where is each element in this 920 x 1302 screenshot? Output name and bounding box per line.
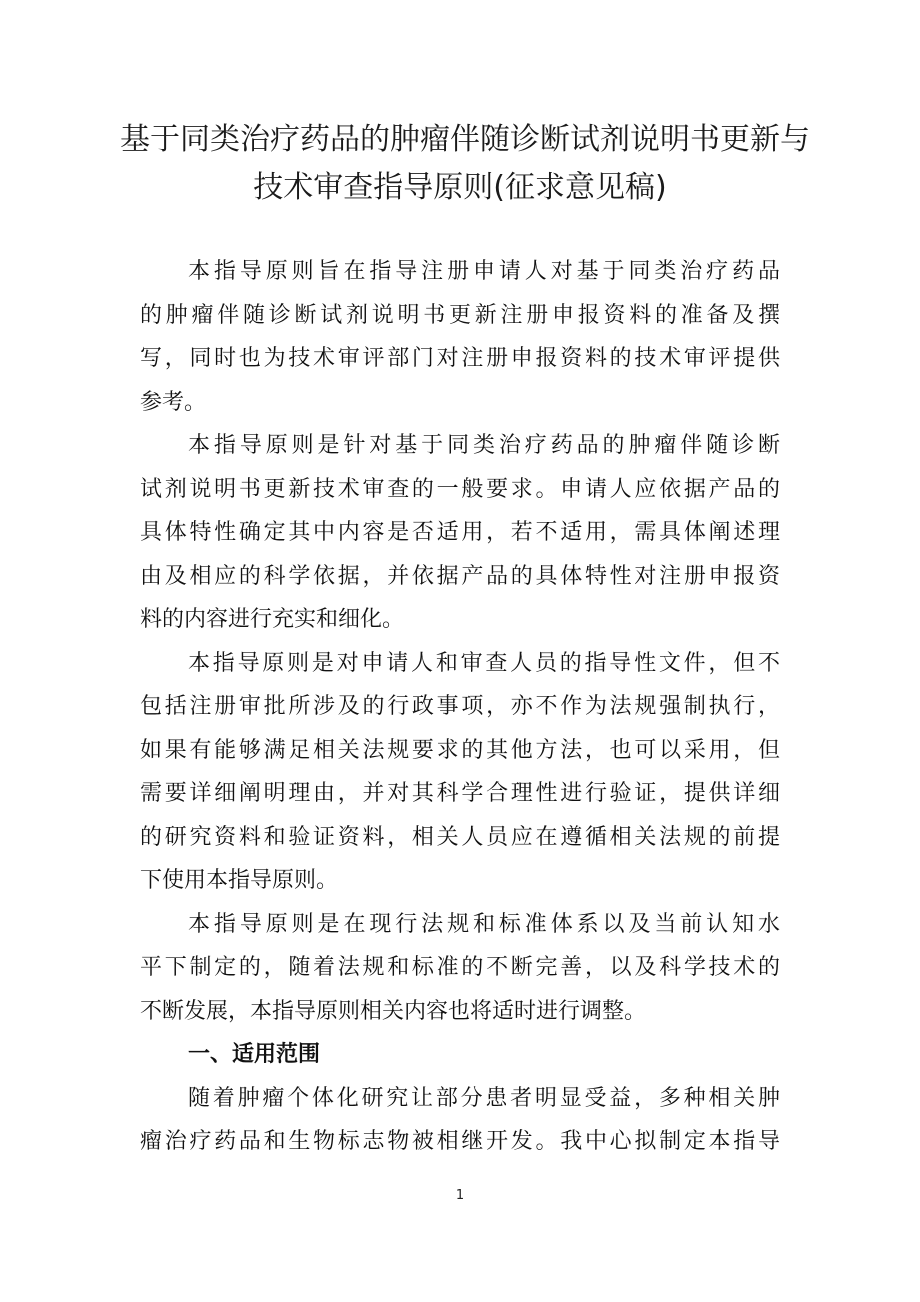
paragraph-line: 试剂说明书更新技术审查的一般要求。申请人应依据产品的 bbox=[140, 476, 780, 502]
paragraph-line: 如果有能够满足相关法规要求的其他方法，也可以采用，但 bbox=[140, 737, 780, 763]
title-line-2: 技术审查指导原则(征求意见稿) bbox=[253, 170, 667, 205]
paragraph-line: 本指导原则是针对基于同类治疗药品的肿瘤伴随诊断 bbox=[188, 433, 780, 458]
paragraph-line: 的肿瘤伴随诊断试剂说明书更新注册申报资料的准备及撰 bbox=[140, 302, 780, 328]
document-body bbox=[140, 250, 780, 1164]
title-line-1: 基于同类治疗药品的肿瘤伴随诊断试剂说明书更新与 bbox=[120, 122, 810, 157]
paragraph-line: 由及相应的科学依据，并依据产品的具体特性对注册申报资 bbox=[140, 563, 780, 589]
page-number: 1 bbox=[455, 1188, 465, 1203]
paragraph-line: 平下制定的，随着法规和标准的不断完善，以及科学技术的 bbox=[140, 955, 780, 980]
paragraph-line: 本指导原则旨在指导注册申请人对基于同类治疗药品 bbox=[188, 259, 780, 284]
paragraph-line: 参考。 bbox=[140, 389, 207, 415]
document-title bbox=[120, 116, 810, 212]
paragraph-line: 的研究资料和验证资料，相关人员应在遵循相关法规的前提 bbox=[140, 824, 780, 850]
paragraph-line: 下使用本指导原则。 bbox=[140, 868, 339, 893]
section-heading: 一、适用范围 bbox=[188, 1042, 321, 1067]
paragraph-line: 本指导原则是在现行法规和标准体系以及当前认知水 bbox=[188, 911, 780, 937]
paragraph-line: 随着肿瘤个体化研究让部分患者明显受益，多种相关肿 bbox=[188, 1085, 780, 1111]
paragraph-line: 料的内容进行充实和细化。 bbox=[140, 607, 405, 632]
paragraph-line: 本指导原则是对申请人和审查人员的指导性文件，但不 bbox=[188, 650, 780, 676]
paragraph-line: 包括注册审批所涉及的行政事项，亦不作为法规强制执行， bbox=[140, 694, 780, 719]
paragraph-line: 具体特性确定其中内容是否适用，若不适用，需具体阐述理 bbox=[140, 520, 780, 545]
paragraph-line: 瘤治疗药品和生物标志物被相继开发。我中心拟制定本指导 bbox=[140, 1129, 780, 1154]
paragraph-line: 需要详细阐明理由，并对其科学合理性进行验证，提供详细 bbox=[140, 781, 780, 806]
paragraph-line: 写，同时也为技术审评部门对注册申报资料的技术审评提供 bbox=[140, 346, 780, 371]
paragraph-line: 不断发展，本指导原则相关内容也将适时进行调整。 bbox=[140, 998, 647, 1024]
